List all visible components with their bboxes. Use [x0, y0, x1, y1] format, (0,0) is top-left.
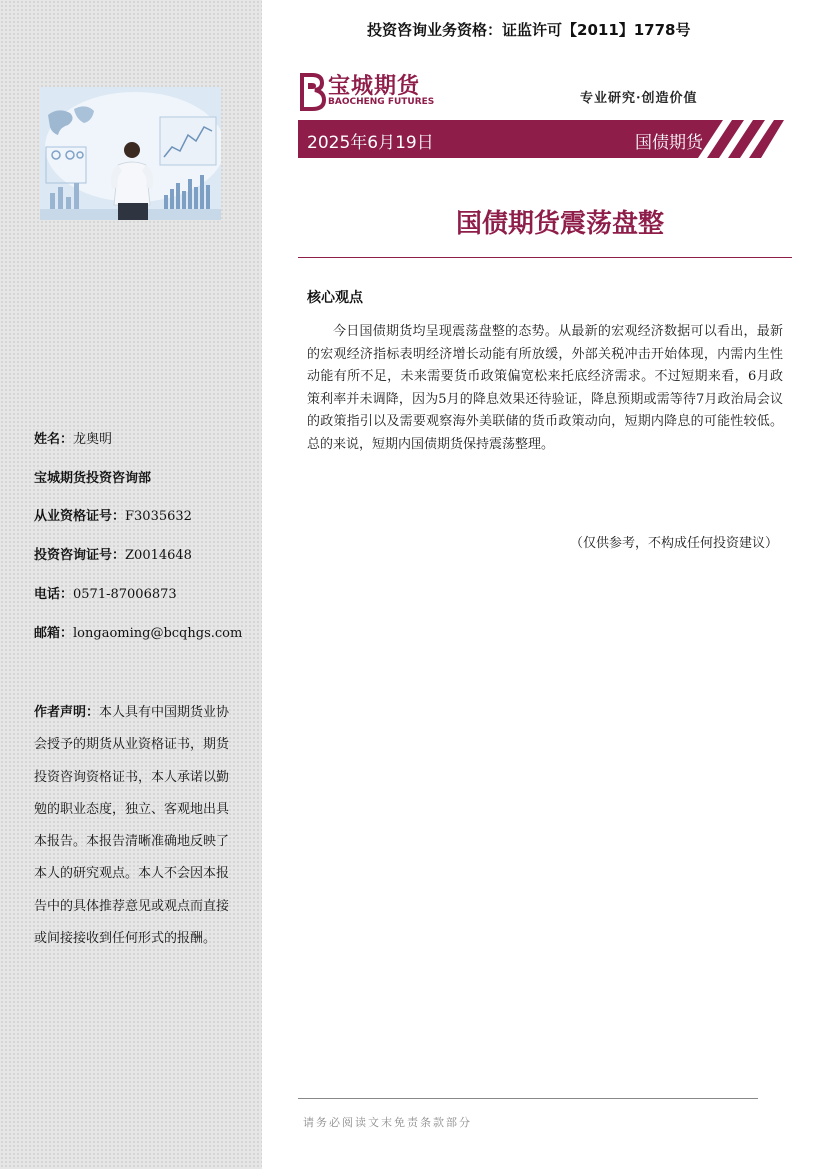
license-value: F3035632 — [125, 509, 192, 524]
email-label: 邮箱： — [34, 626, 74, 641]
consult-label: 投资咨询证号： — [34, 548, 126, 563]
logo-mark-icon — [298, 71, 326, 111]
name-value: 龙奥明 — [73, 432, 113, 447]
email — [34, 622, 242, 641]
phone — [34, 583, 177, 602]
businessman-screens-illustration — [40, 87, 221, 220]
disclaimer-note: （仅供参考，不构成任何投资建议） — [569, 536, 778, 551]
report-category: 国债期货 — [635, 133, 703, 153]
sidebar — [0, 0, 262, 1169]
author-name — [34, 428, 112, 447]
logo-chinese-text: 宝城期货 — [328, 73, 421, 99]
report-title: 国债期货震荡盘整 — [455, 209, 664, 239]
phone-value: 0571-87006873 — [73, 587, 177, 602]
logo-english-text: BAOCHENG FUTURES — [328, 97, 435, 107]
footer-divider — [298, 1098, 758, 1099]
company-logo — [298, 69, 438, 113]
declaration-label: 作者声明： — [34, 705, 100, 720]
phone-label: 电话： — [34, 587, 74, 602]
department — [34, 467, 151, 486]
department-text: 宝城期货投资咨询部 — [34, 471, 152, 486]
report-date: 2025年6月19日 — [307, 133, 434, 153]
consult-value: Z0014648 — [125, 548, 192, 563]
consult-number — [34, 544, 192, 563]
slogan: 专业研究·创造价值 — [580, 91, 698, 106]
name-label: 姓名： — [34, 432, 74, 447]
section-heading: 核心观点 — [307, 290, 363, 306]
license-number — [34, 505, 192, 524]
title-divider — [298, 257, 792, 258]
core-view-paragraph: 今日国债期货均呈现震荡盘整的态势。从最新的宏观经济数据可以看出，最新的宏观经济指标表明经济增长动能有所放缓，外部关税冲击开始体现，内需内生性动能有所不足，未来需要货币政策偏宽松来托底经济需求。不过短期来看，6月政策利率并未调降，因为5月的降息效果还待验证，降息预期或需等待7月政治局会议的政策指引以及需要观察海外美联储的货币政策动向，短期内降息的可能性较低。总的来说，短期内国债期货保持震荡整理。 — [307, 324, 783, 452]
qualification-text: 投资咨询业务资格：证监许可【2011】1778号 — [367, 21, 691, 39]
cover-image — [40, 87, 221, 220]
email-value[interactable]: longaoming@bcqhgs.com — [73, 626, 243, 641]
author-declaration — [34, 697, 234, 955]
license-label: 从业资格证号： — [34, 509, 126, 524]
footer-text: 请务必阅读文末免责条款部分 — [303, 1116, 472, 1129]
declaration-text: 本人具有中国期货业协会授予的期货从业资格证书，期货投资咨询资格证书，本人承诺以勤勉的职业态度，独立、客观地出具本报告。本报告清晰准确地反映了本人的研究观点。本人不会因本报告中的具体推荐意见或观点而直接或间接接收到任何形式的报酬。 — [34, 705, 230, 947]
